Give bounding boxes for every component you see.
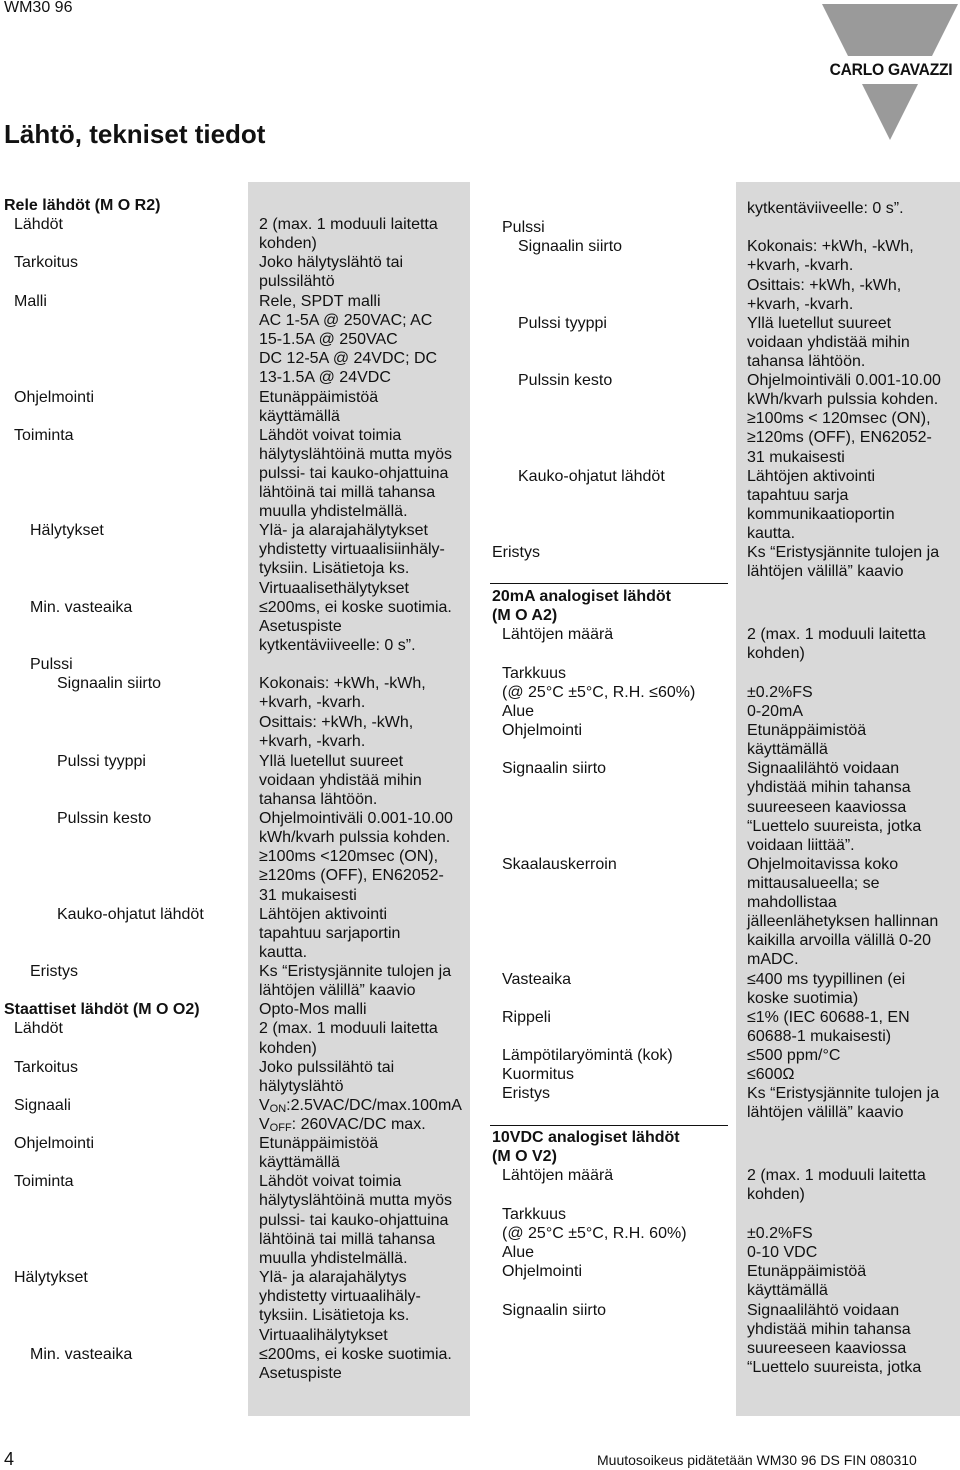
value-line: kWh/kvarh pulssia kohden. [259,829,451,846]
label-min-response-time: Min. vasteaika [30,599,133,616]
label-pulse: Pulssi [502,219,545,236]
label-pulse-type: Pulssi tyyppi [518,315,607,332]
value-line: kohden) [259,235,317,252]
label-pulse-duration: Pulssin kesto [57,810,152,827]
page-number: 4 [4,1449,15,1469]
label-temperature-drift: Lämpötilaryömintä (kok) [502,1047,673,1064]
value-line: Yllä luetellut suureet [747,315,892,332]
label-remote-outputs: Kauko-ohjatut lähdöt [518,468,665,485]
value-line: ±0.2%FS [747,1225,813,1242]
value-line: 60688-1 mukaisesti) [747,1028,892,1045]
value-line: hälytyslähtöinä mutta myös [259,446,452,463]
value-line: suureeseen kaaviossa [747,799,907,816]
label-accuracy: Tarkkuus [502,1206,567,1223]
value-line: lähtöjen välillä” kaavio [747,1104,904,1121]
label-remote-outputs: Kauko-ohjatut lähdöt [57,906,204,923]
value-line: 31 mukaisesti [747,449,845,466]
value-line: Etunäppäimistöä [259,1135,379,1152]
value-line: 13-1.5A @ 24VDC [259,369,391,386]
value-line: Osittais: +kWh, -kWh, [259,714,414,731]
symbol-v: V [259,1116,270,1133]
value-line: kytkentäviiveelle: 0 s”. [747,200,904,217]
value-line: Asetuspiste [259,618,342,635]
value-line: kWh/kvarh pulssia kohden. [747,391,939,408]
value-line: tyksiin. Lisätietoja ks. [259,1307,410,1324]
section-heading-relay-outputs: Rele lähdöt (M O R2) [4,197,161,214]
label-signal-retransmission: Signaalin siirto [502,760,607,777]
value-line: Osittais: +kWh, -kWh, [747,277,902,294]
section-divider [490,583,728,584]
value-line: Lähdöt voivat toimia [259,1173,402,1190]
value-line: 31 mukaisesti [259,887,357,904]
value-line: kommunikaatioportin [747,506,895,523]
label-outputs: Lähdöt [14,1020,63,1037]
value-line: “Luettelo suureista, jotka [747,1359,922,1376]
value-line: Lähtöjen aktivointi [747,468,876,485]
label-programming: Ohjelmointi [502,722,583,739]
value-line: +kvarh, -kvarh. [747,257,854,274]
value-line: Etunäppäimistöä [747,722,867,739]
value-line: lähtöinä tai millä tahansa [259,1231,436,1248]
label-alarms: Hälytykset [14,1269,88,1286]
value-line: +kvarh, -kvarh. [259,733,366,750]
footer-note: Muutosoikeus pidätetään WM30 96 DS FIN 080310 [597,1452,917,1468]
label-number-of-outputs: Lähtöjen määrä [502,626,614,643]
value-line: Ohjelmointiväli 0.001-10.00 [259,810,453,827]
value-line: kohden) [259,1040,317,1057]
value-line: “Luettelo suureista, jotka [747,818,922,835]
value-line: Kokonais: +kWh, -kWh, [259,675,426,692]
voff-value: : 260VAC/DC max. [291,1116,426,1133]
label-alarms: Hälytykset [30,522,104,539]
value-line: AC 1-5A @ 250VAC; AC [259,312,433,329]
value-line: käyttämällä [747,1282,828,1299]
value-line: Ks “Eristysjännite tulojen ja [747,1085,940,1102]
value-line: voidaan liittää”. [747,837,855,854]
label-number-of-outputs: Lähtöjen määrä [502,1167,614,1184]
label-signal-retransmission: Signaalin siirto [518,238,623,255]
value-line: +kvarh, -kvarh. [259,694,366,711]
label-load: Kuormitus [502,1066,575,1083]
value-line: kautta. [259,944,308,961]
label-scaling-factor: Skaalauskerroin [502,856,617,873]
section-heading-20ma-outputs: 20mA analogiset lähdöt [492,588,671,605]
value-line: Rele, SPDT malli [259,293,381,310]
value-line: voidaan yhdistää mihin [259,772,422,789]
value-line: Ohjelmointiväli 0.001-10.00 [747,372,941,389]
value-line: 0-10 VDC [747,1244,818,1261]
value-line: Etunäppäimistöä [259,389,379,406]
value-line: 2 (max. 1 moduuli laitetta [259,216,438,233]
value-line: suureeseen kaaviossa [747,1340,907,1357]
value-line: muulla yhdistelmällä. [259,503,408,520]
value-line: Ylä- ja alarajahälytykset [259,522,428,539]
value-line: hälytyslähtöinä mutta myös [259,1192,452,1209]
value-line: 2 (max. 1 moduuli laitetta [747,1167,926,1184]
value-line: 2 (max. 1 moduuli laitetta [747,626,926,643]
label-pulse-duration: Pulssin kesto [518,372,613,389]
value-line: +kvarh, -kvarh. [747,296,854,313]
value-line: Signaalilähtö voidaan [747,1302,900,1319]
label-insulation: Eristys [502,1085,550,1102]
section-heading-20ma-code: (M O A2) [492,607,558,624]
value-line: pulssi- tai kauko-ohjattuina [259,465,449,482]
label-programming: Ohjelmointi [14,1135,95,1152]
brand-logo [820,0,960,140]
value-line: yhdistetty virtuaalihäly- [259,1288,421,1305]
value-line: Ks “Eristysjännite tulojen ja [747,544,940,561]
value-line: Joko hälytyslähtö tai [259,254,404,271]
value-line: ±0.2%FS [747,684,813,701]
value-line: ≤600Ω [747,1066,795,1083]
value-line: muulla yhdistelmällä. [259,1250,408,1267]
value-line: lähtöjen välillä” kaavio [747,563,904,580]
label-signal: Signaali [14,1097,71,1114]
value-line: mahdollistaa [747,894,837,911]
value-line: Virtuaalisethälytykset [259,580,409,597]
value-line: Lähtöjen aktivointi [259,906,388,923]
value-line: mittausalueella; se [747,875,880,892]
value-line: ≥100ms <120msec (ON), [259,848,439,865]
value-line: Ylä- ja alarajahälytys [259,1269,407,1286]
value-line-von [259,1096,462,1115]
value-line: 15-1.5A @ 250VAC [259,331,398,348]
value-line: Yllä luetellut suureet [259,753,404,770]
value-line: DC 12-5A @ 24VDC; DC [259,350,438,367]
value-line: tahansa lähtöön. [747,353,866,370]
label-signal-retransmission: Signaalin siirto [57,675,162,692]
document-code: WM30 96 [4,0,73,16]
section-heading-10vdc-code: (M O V2) [492,1148,557,1165]
label-model: Malli [14,293,47,310]
value-line: käyttämällä [747,741,828,758]
value-line: Virtuaalihälytykset [259,1327,388,1344]
symbol-v: V [259,1097,270,1114]
label-accuracy-conditions: (@ 25°C ±5°C, R.H. ≤60%) [502,684,696,701]
label-pulse-type: Pulssi tyyppi [57,753,146,770]
label-outputs: Lähdöt [14,216,63,233]
value-line: kytkentäviiveelle: 0 s”. [259,637,416,654]
value-line: 0-20mA [747,703,804,720]
value-line: 2 (max. 1 moduuli laitetta [259,1020,438,1037]
value-line: ≥120ms (OFF), EN62052- [259,867,444,884]
value-line: Etunäppäimistöä [747,1263,867,1280]
value-line: koske suotimia) [747,990,859,1007]
subscript-on: ON [269,1103,287,1115]
label-insulation: Eristys [492,544,540,561]
value-line: hälytyslähtö [259,1078,344,1095]
value-line: voidaan yhdistää mihin [747,334,910,351]
label-range: Alue [502,1244,535,1261]
value-line: yhdistää mihin tahansa [747,779,911,796]
value-line: yhdistää mihin tahansa [747,1321,911,1338]
label-accuracy-conditions: (@ 25°C ±5°C, R.H. 60%) [502,1225,687,1242]
label-accuracy: Tarkkuus [502,665,567,682]
value-line: Kokonais: +kWh, -kWh, [747,238,914,255]
value-line: tapahtuu sarjaportin [259,925,401,942]
value-line: pulssi- tai kauko-ohjattuina [259,1212,449,1229]
value-line: tapahtuu sarja [747,487,849,504]
value-line: ≤200ms, ei koske suotimia. [259,1346,452,1363]
von-value: :2.5VAC/DC/max.100mA [286,1097,462,1114]
value-line: kohden) [747,645,805,662]
value-line: jälleenlähetyksen hallinnan [747,913,939,930]
value-line: lähtöjen välillä” kaavio [259,982,416,999]
value-line: ≤1% (IEC 60688-1, EN [747,1009,910,1026]
value-line: käyttämällä [259,408,340,425]
value-line: kautta. [747,525,796,542]
brand-name: CARLO GAVAZZI [829,60,953,79]
value-line: Ohjelmoitavissa koko [747,856,899,873]
label-function: Toiminta [14,1173,74,1190]
value-line: ≤400 ms tyypillinen (ei [747,971,906,988]
value-line: Signaalilähtö voidaan [747,760,900,777]
label-purpose: Tarkoitus [14,1059,79,1076]
label-purpose: Tarkoitus [14,254,79,271]
value-line: lähtöinä tai millä tahansa [259,484,436,501]
value-line: tyksiin. Lisätietoja ks. [259,560,410,577]
value-line: käyttämällä [259,1154,340,1171]
value-line: tahansa lähtöön. [259,791,378,808]
value-line: pulssilähtö [259,273,335,290]
value-line: Lähdöt voivat toimia [259,427,402,444]
label-range: Alue [502,703,535,720]
section-heading-10vdc-outputs: 10VDC analogiset lähdöt [492,1129,680,1146]
label-pulse: Pulssi [30,656,73,673]
value-line: Opto-Mos malli [259,1001,367,1018]
value-line: ≥100ms < 120msec (ON), [747,410,931,427]
label-ripple: Rippeli [502,1009,551,1026]
label-function: Toiminta [14,427,74,444]
label-insulation: Eristys [30,963,78,980]
label-min-response-time: Min. vasteaika [30,1346,133,1363]
value-line: ≤200ms, ei koske suotimia. [259,599,452,616]
label-signal-retransmission: Signaalin siirto [502,1302,607,1319]
page-title: Lähtö, tekniset tiedot [4,119,266,149]
value-line: Joko pulssilähtö tai [259,1059,395,1076]
value-line: Ks “Eristysjännite tulojen ja [259,963,452,980]
value-line: kohden) [747,1186,805,1203]
value-line: yhdistetty virtuaalisiinhäly- [259,541,445,558]
section-divider [490,1125,728,1126]
section-heading-static-outputs: Staattiset lähdöt (M O O2) [4,1001,200,1018]
label-programming: Ohjelmointi [14,389,95,406]
value-line: mADC. [747,951,799,968]
value-line: ≤500 ppm/°C [747,1047,841,1064]
value-line: ≥120ms (OFF), EN62052- [747,429,932,446]
label-response-time: Vasteaika [502,971,572,988]
value-line-voff [259,1115,426,1134]
label-programming: Ohjelmointi [502,1263,583,1280]
value-line: kaikilla arvoilla välillä 0-20 [747,932,932,949]
value-line: Asetuspiste [259,1365,342,1382]
subscript-off: OFF [269,1122,292,1134]
